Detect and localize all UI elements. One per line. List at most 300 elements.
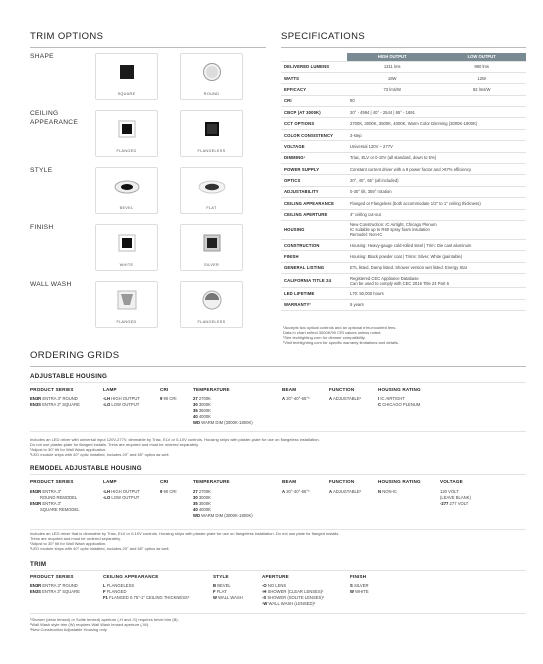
grid-option-desc: ENTRA 3" (41, 489, 62, 494)
grid-option-code: -W (262, 600, 268, 606)
spec-value (347, 220, 526, 239)
grid-option-desc: FLANGED 0.75"-1" CEILING THICKNESS³ (107, 594, 190, 600)
divider (30, 570, 526, 571)
trim-row-label (30, 109, 78, 127)
spec-row (281, 175, 526, 186)
spec-value-line: 20° - 4994 | 40° - 2544 | 65° - 1691 (350, 109, 415, 115)
trim-option-caption: FLAT (206, 206, 217, 210)
grid-column (103, 489, 140, 501)
spec-value (347, 95, 526, 106)
grid-column-header: BEAM (282, 387, 297, 392)
trim-option-caption: WHITE (119, 263, 134, 267)
grid-option-desc: BEVEL (216, 583, 231, 588)
grid-option-code: WD (193, 512, 200, 518)
spec-value-line: New Construction: IC Airtight, Chicago Plenum (350, 222, 437, 228)
spec-row (281, 95, 526, 106)
spec-header-blank (281, 53, 347, 61)
spec-value-line: Housing: Heavy-gauge cold-rolled steel | Trim: Die cast aluminum (350, 242, 472, 248)
grid-note: ²Wall Wash style trim (W) requires Wall Wash lensed aperture (-W). (30, 622, 150, 628)
specifications-notes (283, 325, 523, 345)
grid-option (329, 396, 361, 402)
grid-column-header: LAMP (103, 387, 117, 392)
grid-option-code: I (378, 396, 380, 401)
spec-key: OPTICS (281, 175, 347, 186)
grid-option-desc: FLANGELESS (105, 583, 135, 588)
grid-option-code: L (103, 583, 106, 588)
grid-option-code: W (213, 594, 217, 600)
grid-option-desc: FLAT (215, 588, 227, 594)
grid-option-desc: 90 CRI (162, 396, 177, 401)
grid-option-desc: 120 VOLT (440, 489, 459, 494)
grid-option-code: EN3S (30, 401, 41, 407)
spec-value-line: ETL listed, Damp listed. Shower version wet listed. Energy Star (350, 265, 468, 271)
grid-option-desc: 3500K (197, 500, 211, 506)
spec-row (281, 262, 526, 273)
grid-option (440, 501, 471, 507)
grid-option-desc: 20°-40°-65°³ (285, 489, 310, 494)
trim-option-caption: SQUARE (117, 92, 136, 96)
spec-note: ¹Accepts two optical controls and an optional trim-mounted lens. (283, 325, 397, 330)
grid-option-desc: 20°-40°-65°³ (285, 396, 310, 401)
spec-value (347, 288, 526, 299)
trim-row-label-line: SHAPE (30, 53, 54, 60)
grid-column-header: CRI (160, 479, 169, 484)
grid-option (262, 601, 324, 607)
grid-column (30, 489, 80, 513)
grid-option-desc: ENTRA 3" SQUARE (40, 401, 80, 407)
grid-option-code: -LH (103, 396, 110, 401)
spec-value (347, 274, 526, 288)
spec-key: WATTS (281, 72, 347, 83)
spec-row (281, 118, 526, 129)
grid-option-code: A (282, 489, 286, 494)
grid-column-header: CEILING APPEARANCE (103, 574, 159, 579)
grid-option-code: -LH (103, 489, 110, 494)
grid-option (193, 513, 253, 519)
grid-column-header: LAMP (103, 479, 117, 484)
spec-key: VOLTAGE (281, 141, 347, 152)
grid-column (262, 583, 324, 607)
grid-option (378, 489, 397, 495)
adjustable-housing-title: ADJUSTABLE HOUSING (30, 373, 108, 380)
spec-value-line: Can be used to comply with CEC 2016 Title 24 Part 6 (350, 280, 449, 286)
spec-value: 980 lms (437, 61, 526, 72)
grid-option-desc: ADJUSTABLE² (332, 396, 362, 401)
spec-value-line: Constant current driver with a 9 power factor and >87% efficiency (350, 166, 472, 172)
grid-option-code: -277 (440, 500, 449, 506)
grid-column-header: BEAM (282, 479, 297, 484)
spec-value-line: 3-step (350, 132, 362, 138)
grid-option-desc: ENTRA 3" ROUND (41, 396, 78, 401)
spec-key: FINISH (281, 251, 347, 262)
spec-value-line: IC suitable up to R60 spray foam insulation (350, 227, 430, 233)
spec-value-line: Flanged or Flangeless (both accommodate 1/2" to 1" ceiling thickness) (350, 200, 481, 206)
grid-option (103, 595, 189, 601)
trim-option-caption: FLANGED (116, 149, 137, 153)
spec-header-cell: HIGH OUTPUT (347, 53, 437, 61)
spec-value (347, 251, 526, 262)
grid-option-desc: 3500K (197, 407, 211, 413)
grid-column-header: FUNCTION (329, 387, 355, 392)
trim-thumbnail-icon (181, 282, 244, 320)
grid-option-desc: ENTRA 3" SQUARE (40, 588, 80, 594)
grid-note: ³New Construction Adjustable Housing only. (30, 627, 108, 633)
grid-option-desc: 3000K (197, 401, 211, 407)
grid-column-header: PRODUCT SERIES (30, 574, 74, 579)
grid-option-code: 35 (193, 500, 198, 506)
grid-column (193, 489, 253, 519)
divider (30, 431, 526, 432)
spec-note: Data in chart reflect 3000K/90 CRI values unless noted. (283, 330, 382, 336)
grid-column-header: TEMPERATURE (193, 387, 230, 392)
grid-column-header: STYLE (213, 574, 229, 579)
grid-option-desc: CHICAGO PLENUM (381, 401, 421, 407)
trim-row-label-line: CEILING (30, 110, 59, 117)
spec-key: WARRANTY² (281, 299, 347, 310)
spec-row (281, 274, 526, 288)
grid-note: ²Adjust to 30° tilt for Wall Wash application. (30, 541, 107, 547)
specifications-table (281, 53, 526, 311)
trim-thumbnail-icon (96, 168, 159, 206)
grid-option-code: 30 (193, 401, 198, 407)
grid-option-code: 9 (160, 396, 163, 401)
grid-option-code: EN3R (30, 396, 42, 401)
spec-row (281, 61, 526, 72)
trim-thumbnail-icon (181, 225, 244, 263)
spec-key: GENERAL LISTING (281, 262, 347, 273)
spec-value (347, 118, 526, 129)
grid-column (329, 489, 361, 495)
spec-key: CEILING APPEARANCE (281, 198, 347, 209)
spec-note: ¹See techlighting.com for dimmer compatibility. (283, 335, 366, 341)
grid-option-desc: 4000K (197, 506, 211, 512)
grid-option-code: EN3R (30, 500, 42, 506)
grid-option-desc: LOW OUTPUT (110, 494, 140, 500)
grid-option-desc: ADJUSTABLE² (332, 489, 362, 494)
spec-value-line: 2700K, 3000K, 3500K, 4000K, Warm Color Dimming (3000K-1800K) (350, 121, 478, 127)
spec-key: CALIFORNIA TITLE 24 (281, 274, 347, 288)
trim-row-label-line: WALL WASH (30, 281, 72, 288)
spec-value (347, 186, 526, 197)
grid-option-desc: SILVER (352, 583, 369, 588)
grid-option-desc: HIGH OUTPUT (109, 489, 140, 494)
grid-option-code: -LO (103, 401, 111, 407)
grid-column-header: FINISH (350, 574, 367, 579)
grid-note: ³LED module ships with 40° optic installed, includes 20° and 65° optics as well. (30, 546, 170, 552)
divider (30, 474, 526, 475)
trim-option-caption: ROUND (203, 92, 220, 96)
spec-note: ²Visit techlighting.com for specific warranty limitations and details. (283, 340, 399, 346)
spec-key: HOUSING (281, 220, 347, 239)
grid-option-desc: HIGH OUTPUT (109, 396, 140, 401)
trim-thumbnail-icon (96, 282, 159, 320)
grid-option-code: 40 (193, 413, 198, 419)
spec-key: LED LIFETIME (281, 288, 347, 299)
grid-option (160, 489, 177, 495)
spec-value-line: Remodel: Non-IC (350, 232, 383, 238)
spec-row (281, 186, 526, 197)
grid-option-desc: NON-IC (381, 489, 398, 494)
specifications-title: SPECIFICATIONS (281, 31, 366, 42)
grid-note: Trims are required and must be ordered separately. (30, 536, 121, 542)
grid-column-header: VOLTAGE (440, 479, 463, 484)
grid-option-desc: 2700K (197, 489, 211, 494)
trim-row-label-line: FINISH (30, 224, 54, 231)
grid-option (378, 402, 420, 408)
trim-option-card (95, 224, 158, 271)
grid-option-desc: NO LENS (266, 583, 287, 588)
grid-column (160, 396, 177, 402)
grid-column-header: FUNCTION (329, 479, 355, 484)
spec-value-line: Triac, ELV or 0-10V (all standard, down to 5%) (350, 155, 437, 161)
grid-option-desc-extra: ROUND REMODEL (40, 494, 78, 500)
spec-value (347, 239, 526, 250)
spec-row (281, 152, 526, 163)
trim-option-card (180, 281, 243, 328)
grid-column-header: APERTURE (262, 574, 289, 579)
remodel-housing-title: REMODEL ADJUSTABLE HOUSING (30, 465, 142, 472)
spec-key: EFFICACY (281, 84, 347, 95)
trim-option-card (95, 281, 158, 328)
trim-option-card (95, 110, 158, 157)
spec-row (281, 84, 526, 95)
grid-option-desc: 3000K (197, 494, 211, 500)
trim-row-label (30, 166, 52, 175)
trim-row-label (30, 280, 72, 289)
grid-option-desc: WARM DIM (3000K-1800K) (199, 512, 253, 518)
spec-value (347, 209, 526, 220)
grid-option-desc-extra: (LEAVE BLANK) (440, 494, 471, 500)
grid-option-code: -O (262, 583, 267, 588)
grid-option (282, 396, 309, 402)
spec-row (281, 299, 526, 310)
grid-option (103, 402, 140, 408)
grid-option (350, 589, 369, 595)
spec-key: CEILING APERTURE (281, 209, 347, 220)
grid-note: ³LED module ships with 40° optic installed, includes 20° and 65° optics as well. (30, 452, 170, 458)
spec-value (347, 152, 526, 163)
divider (281, 47, 526, 48)
grid-option-desc: SHOWER (CLEAR LENSES)¹ (266, 588, 324, 594)
trim-option-card (180, 224, 243, 271)
spec-row (281, 209, 526, 220)
spec-value-line: 20°, 40°, 65° (all included) (350, 178, 399, 184)
grid-column (103, 396, 140, 408)
spec-row (281, 107, 526, 118)
grid-option (213, 595, 243, 601)
grid-column (30, 583, 80, 595)
spec-value-line: L70: 50,000 hours (350, 290, 384, 296)
grid-column (350, 583, 369, 595)
grid-column (160, 489, 177, 495)
grid-column (329, 396, 361, 402)
trim-option-caption: FLANGELESS (197, 320, 226, 324)
grid-column (103, 583, 189, 601)
grid-option-desc-extra: SQUARE REMODEL (40, 506, 80, 512)
grid-option-code: W (350, 588, 354, 594)
trim-option-card (180, 110, 243, 157)
grid-option-code: A (329, 396, 333, 401)
spec-key: ADJUSTABILITY (281, 186, 347, 197)
grid-note: Do not use plaster-plate for flanged installs. Trims are required and must be ordered separately. (30, 442, 199, 448)
spec-key: DIMMING¹ (281, 152, 347, 163)
trim-row-label-line: STYLE (30, 167, 53, 174)
spec-key: POWER SUPPLY (281, 164, 347, 175)
grid-option-code: EN3S (30, 588, 41, 594)
spec-key: DELIVERED LUMENS (281, 61, 347, 72)
grid-option-desc: WALL WASH (LENSED)² (267, 600, 316, 606)
trim-options-title: TRIM OPTIONS (30, 31, 104, 42)
grid-option-code: -H (262, 588, 267, 594)
grid-note: ¹Shower (clear lensed) or Solite lensed) aperture (-H and -S) requires bevel trim (B). (30, 617, 179, 622)
spec-value (347, 164, 526, 175)
grid-option-desc: 2700K (197, 396, 211, 401)
grid-option-code: S (350, 583, 353, 588)
grid-option-code: F (103, 588, 106, 594)
spec-row (281, 72, 526, 83)
spec-value (347, 299, 526, 310)
grid-option (160, 396, 177, 402)
spec-header-cell: LOW OUTPUT (437, 53, 526, 61)
grid-option (30, 402, 80, 408)
grid-option-code: F (213, 588, 216, 594)
grid-option-code: WD (193, 419, 200, 425)
grid-column (378, 489, 397, 495)
spec-key: CRI (281, 95, 347, 106)
spec-row (281, 220, 526, 239)
trim-row-label (30, 52, 54, 61)
grid-option-code: B (213, 583, 217, 588)
divider (30, 47, 266, 48)
grid-column (213, 583, 243, 601)
grid-option-code: 27 (193, 396, 198, 401)
spec-value-line: 4" ceiling cut-out (350, 212, 381, 218)
trim-option-card (180, 167, 243, 214)
grid-note: Includes an LED driver with universal input 120V-277V, dimmable by Triac, ELV or 0-10V controls. Housing ships with plaster-plate for use on flangeless installation. (30, 437, 320, 442)
trim-option-card (95, 167, 158, 214)
spec-row (281, 288, 526, 299)
grid-column-header: CRI (160, 387, 169, 392)
spec-value-line: 90 (350, 98, 355, 104)
grid-option-code: F1 (103, 594, 108, 600)
trim-thumbnail-icon (181, 54, 244, 92)
spec-value: 73 lms/W (347, 84, 437, 95)
grid-column-header: HOUSING RATING (378, 387, 421, 392)
grid-option-code: A (329, 489, 333, 494)
grid-option-code: -S (262, 594, 267, 600)
grid-option-code: 35 (193, 407, 198, 413)
spec-value-line: Housing: Black powder coat | Trims: Silver, White (paintable) (350, 254, 463, 260)
grid-column (282, 489, 309, 495)
grid-column-header: TEMPERATURE (193, 479, 230, 484)
divider (30, 613, 526, 614)
grid-option-desc: 277 VOLT (448, 500, 469, 506)
grid-column (282, 396, 309, 402)
grid-note: Includes an LED driver that is dimmable by Triac, ELV or 0-10V controls. Housing ships with plaster-plate for use on flangeless installation. Do not use plate for flanged installs. (30, 531, 340, 536)
adjustable-housing-notes (30, 437, 526, 457)
grid-option-desc: WHITE (353, 588, 369, 594)
grid-column (30, 396, 80, 408)
spec-value (347, 129, 526, 140)
trim-thumbnail-icon (96, 111, 159, 149)
grid-option (329, 489, 361, 495)
spec-key: CCT OPTIONS (281, 118, 347, 129)
spec-value: 18W (347, 72, 437, 83)
spec-key: CBCP (AT 3000K) (281, 107, 347, 118)
grid-option-desc: 90 CRI (162, 489, 177, 494)
grid-note: ²Adjust to 30° tilt for Wall Wash application. (30, 447, 107, 453)
remodel-housing-notes (30, 531, 526, 551)
spec-row (281, 251, 526, 262)
grid-option-code: N (378, 489, 382, 494)
spec-value (347, 107, 526, 118)
trim-thumbnail-icon (96, 225, 159, 263)
spec-value (347, 198, 526, 209)
divider (30, 366, 526, 367)
trim-row-label-line: APPEARANCE (30, 119, 79, 126)
grid-option-desc: FLANGED (105, 588, 127, 594)
trim-option-caption: FLANGED (116, 320, 137, 324)
trim-option-card (180, 53, 243, 100)
grid-column-header: HOUSING RATING (378, 479, 421, 484)
spec-value-line: 0-30° tilt, 359° rotation (350, 189, 392, 195)
spec-value-line: Universal 120V – 277V (350, 143, 393, 149)
grid-option-code: 9 (160, 489, 163, 494)
trim-row-label (30, 223, 53, 232)
spec-value-line: 5 years (350, 302, 364, 308)
spec-row (281, 164, 526, 175)
grid-column (378, 396, 420, 408)
spec-key: CONSTRUCTION (281, 239, 347, 250)
spec-value: 12W (437, 72, 526, 83)
grid-option (282, 489, 309, 495)
grid-option-code: C (378, 401, 382, 407)
divider (30, 529, 526, 530)
grid-column-header: PRODUCT SERIES (30, 479, 74, 484)
trim-option-caption: FLANGELESS (197, 149, 226, 153)
grid-option (193, 420, 253, 426)
spec-header-row (281, 53, 526, 61)
grid-option-code: 40 (193, 506, 198, 512)
grid-option-desc: IC AIRTIGHT (379, 396, 405, 401)
grid-option-desc: 4000K (197, 413, 211, 419)
spec-row (281, 129, 526, 140)
spec-value: 1311 lms (347, 61, 437, 72)
spec-value (347, 262, 526, 273)
grid-option-code: 27 (193, 489, 198, 494)
ordering-grids-title: ORDERING GRIDS (30, 350, 120, 361)
grid-option-code: EN3R (30, 583, 42, 588)
trim-title: TRIM (30, 561, 47, 568)
spec-row (281, 198, 526, 209)
trim-option-caption: BEVEL (119, 206, 134, 210)
trim-thumbnail-icon (181, 168, 244, 206)
grid-option (30, 589, 80, 595)
spec-row (281, 239, 526, 250)
grid-option (103, 495, 140, 501)
grid-option-code: EN3R (30, 489, 42, 494)
trim-notes (30, 617, 526, 632)
grid-column (440, 489, 471, 507)
spec-value (347, 141, 526, 152)
spec-value: 82 lms/W (437, 84, 526, 95)
grid-option-desc: WARM DIM (3000K-1800K) (199, 419, 253, 425)
grid-option-desc: SHOWER (SOLITE LENSES)¹ (266, 594, 325, 600)
spec-value (347, 175, 526, 186)
spec-value-line: Registered CEC Appliance Database (350, 275, 419, 281)
trim-option-card (95, 53, 158, 100)
trim-option-caption: SILVER (203, 263, 220, 267)
